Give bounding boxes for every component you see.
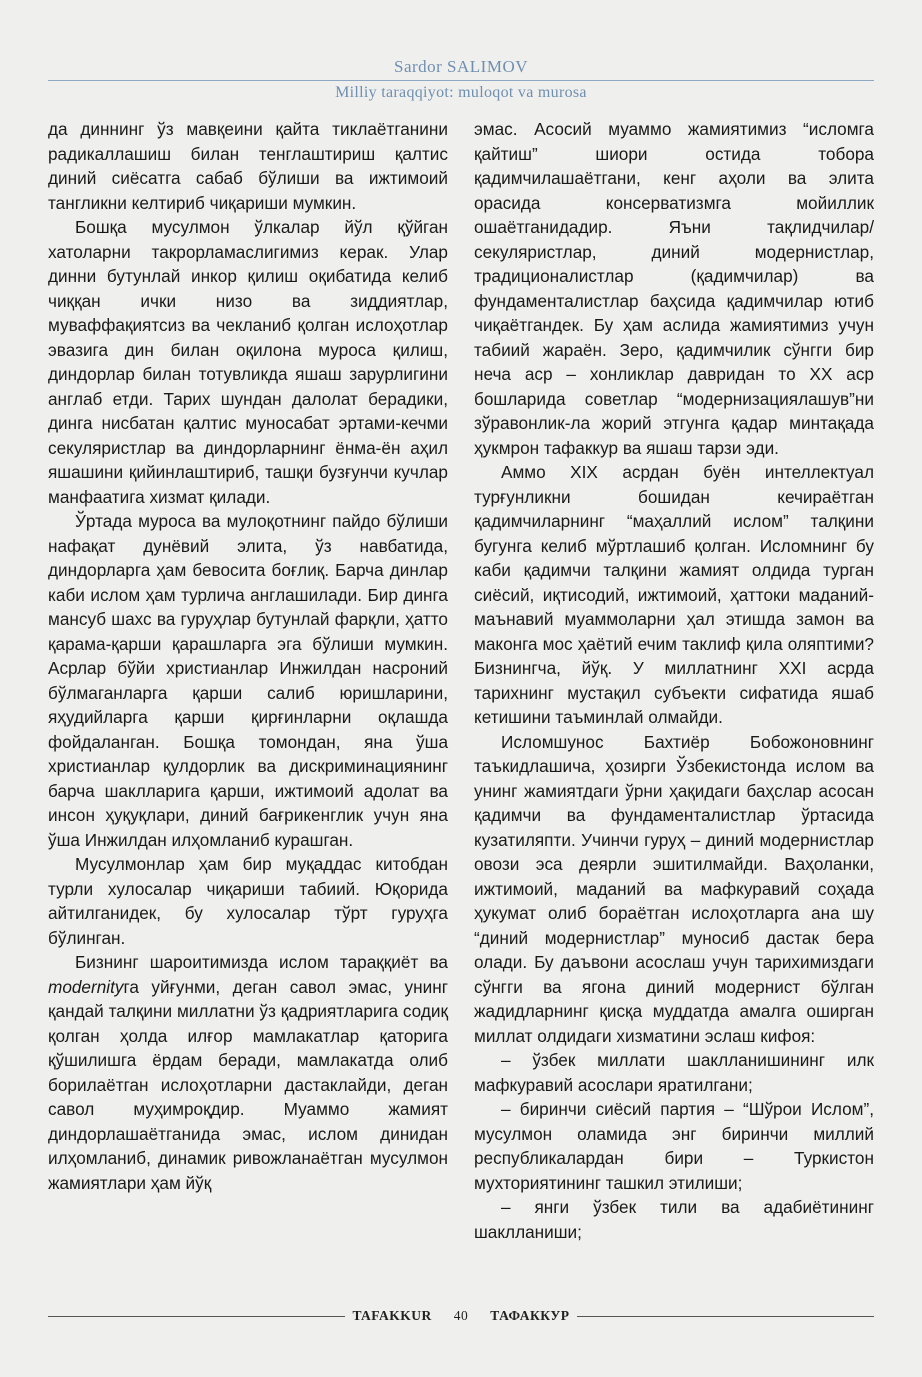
- list-item: – биринчи сиёсий партия – “Шўрои Ислом”, мусулмон оламида энг биринчи миллий республикалардан бири – Туркистон мухториятининг ташкил этилиши;: [474, 1099, 874, 1193]
- paragraph: Исломшунос Бахтиёр Бобожоновнинг таъкидлашича, ҳозирги Ўзбекистонда ислом ва унинг жамиятдаги ўрни ҳақидаги баҳслар асосан қадимчи ва фундаменталистлар ўртасида кузатиляпти. Учинчи гуруҳ – диний модернистлар овози эса деярли эшитилмайди. Ваҳоланки, ижтимоий, маданий ва мафкуравий соҳада ҳукумат олиб бораётган ислоҳотларга ана шу “диний модернистлар” муносиб дастак бера олади. Бу даъвони асослаш учун тарихимиздаги сўнгги ва ягона диний модернист бўлган жадидларнинг қисқа муддатда амалга оширган миллат олдидаги хизматини эслаш кифоя:: [474, 731, 874, 1046]
- paragraph: Ўртада муроса ва мулоқотнинг пайдо бўлиши нафақат дунёвий элита, ўз навбатида, диндорларга ҳам бевосита боғлиқ. Барча динлар каби ислом ҳам турлича англашилади. Бир динга мансуб шахс ва гуруҳлар бутунлай фарқли, ҳатто қарама-қарши қарашларга эга бўлиши мумкин. Асрлар бўйи христианлар Инжилдан насроний бўлмаганларга қарши салиб юришларини, яҳудийларга қарши қирғинларни оқлашда фойдаланган. Бошқа томондан, яна ўша христианлар қулдорлик ва дискриминациянинг барча шаклларига қарши, ижтимоий адолат ва инсон ҳуқуқлари, диний бағрикенглик учун яна ўша Инжилдан илҳомланиб курашган.: [48, 511, 448, 850]
- paragraph: эмас. Асосий муаммо жамиятимиз “исломга қайтиш” шиори остида тобора қадимчилашаётгани, кенг аҳоли ва элита орасида консерватизмга мойиллик ошаётганидадир. Яъни тақлидчилар/секуляристлар, диний модернистлар, традиционалистлар (қадимчилар) ва фундаменталистлар баҳсида қадимчилар ютиб чиқаётгандек. Бу ҳам аслида жамиятимиз учун табиий жараён. Зеро, қадимчилик сўнгги бир неча аср – хонликлар давридан то XX аср бошларида советлар “модернизациялашув”ни зўравонлик-ла жорий этгунга қадар минтақада ҳукмрон тафаккур ва яшаш тарзи эди.: [474, 119, 874, 458]
- running-header: [48, 56, 874, 103]
- text-run: Бизнинг шароитимизда ислом тараққиёт ва: [75, 952, 448, 972]
- footer-label-cyrillic: ТАФАККУР: [490, 1308, 570, 1323]
- paragraph: да диннинг ўз мавқеини қайта тиклаётганини радикаллашиш билан тенглаштириш қалтис диний сиёсатга сабаб бўлиши ва ижтимоий тангликни келтириб чиқариши мумкин.: [48, 119, 448, 213]
- article-title: Milliy taraqqiyot: muloqot va murosa: [335, 84, 587, 101]
- paragraph: [48, 950, 448, 1195]
- page-number: 40: [453, 1308, 469, 1323]
- footer-label-latin: TAFAKKUR: [352, 1308, 432, 1323]
- author-name: Sardor SALIMOV: [393, 57, 529, 76]
- paragraph: Бошқа мусулмон ўлкалар йўл қўйган хатоларни такрорламаслигимиз керак. Улар динни бутунлай инкор қилиш оқибатида келиб чиққан ички низо ва зиддиятлар, муваффақиятсиз ва чекланиб қолган ислоҳотлар эвазига дин билан оқилона муроса қилиш, диндорлар билан тотувликда яшаш зарурлигини англаб етди. Тарих шундан далолат берадики, динга нисбатан қалтис муносабат эртами-кечми секуляристлар ва диндорларнинг ёнма-ён аҳил яшашини қийинлаштириб, ташқи бузғунчи кучлар манфаатига хизмат қилади.: [48, 217, 448, 507]
- paragraph: Мусулмонлар ҳам бир муқаддас китобдан турли хулосалар чиқариши табиий. Юқорида айтилганидек, бу хулосалар тўрт гуруҳга бўлинган.: [48, 854, 448, 948]
- header-rule: [48, 80, 874, 81]
- list-item: – янги ўзбек тили ва адабиётининг шаклланиши;: [474, 1197, 874, 1242]
- paragraph: Аммо XIX асрдан буён интеллектуал турғунликни бошидан кечираётган қадимчиларнинг “маҳаллий ислом” талқини бугунга келиб мўртлашиб қолган. Исломнинг бу каби қадимчи талқини жамият олдида турган сиёсий, иқтисодий, ижтимоий, ҳаттоки маданий-маънавий муаммоларни ҳал этишда замон ва маконга мос ҳаётий ечим таклиф қила оляптими? Бизнингча, йўқ. У миллатнинг XXI асрда тарихнинг мустақил субъекти сифатида яшаб кетишини таъминлай олмайди.: [474, 462, 874, 727]
- left-column: [48, 117, 448, 1195]
- italic-term: modernity: [48, 976, 124, 997]
- text-run: га уйғунми, деган савол эмас, унинг қандай талқини миллатни ўз қадриятларига содиқ қолган ҳолда илғор мамлакатлар қаторига қўшилишга ёрдам беради, мамлакатда олиб борилаётган ислоҳотларни дастаклайди, деган савол муҳимроқдир. Муаммо жамият диндорлашаётганида эмас, ислом динидан илҳомланиб, динамик ривожланаётган мусулмон жамиятлари ҳам йўқ: [48, 976, 448, 1193]
- right-column: [474, 117, 874, 1244]
- footer-rule-left: [48, 1316, 345, 1317]
- list-item: – ўзбек миллати шаклланишининг илк мафкуравий асослари яратилгани;: [474, 1050, 874, 1095]
- page-footer: [48, 1306, 874, 1326]
- footer-rule-right: [577, 1316, 874, 1317]
